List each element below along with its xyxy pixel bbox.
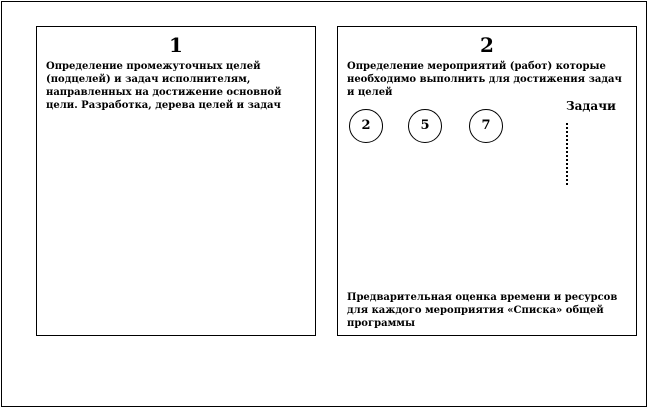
task-circle: 2 (349, 109, 383, 143)
panel-activities (337, 26, 637, 336)
panel-goals (36, 26, 316, 336)
task-circle: 5 (408, 109, 442, 143)
panel-heading: Определение мероприятий (работ) которые необходимо выполнить для достижения задач и целей (347, 61, 622, 98)
panel-text: Определение промежуточных целей (подцелей) и задач исполнителям, направленных на достижение основной цели. Разработка, дерева целей и задач (46, 61, 282, 111)
panel-number: 1 (169, 33, 183, 57)
panel-number: 2 (480, 33, 494, 57)
tasks-label: Задачи (566, 99, 616, 113)
panel-footer: Предварительная оценка времени и ресурсов для каждого мероприятия «Списка» общей программы (347, 292, 618, 329)
dotted-line (566, 123, 568, 185)
task-circle: 7 (469, 109, 503, 143)
